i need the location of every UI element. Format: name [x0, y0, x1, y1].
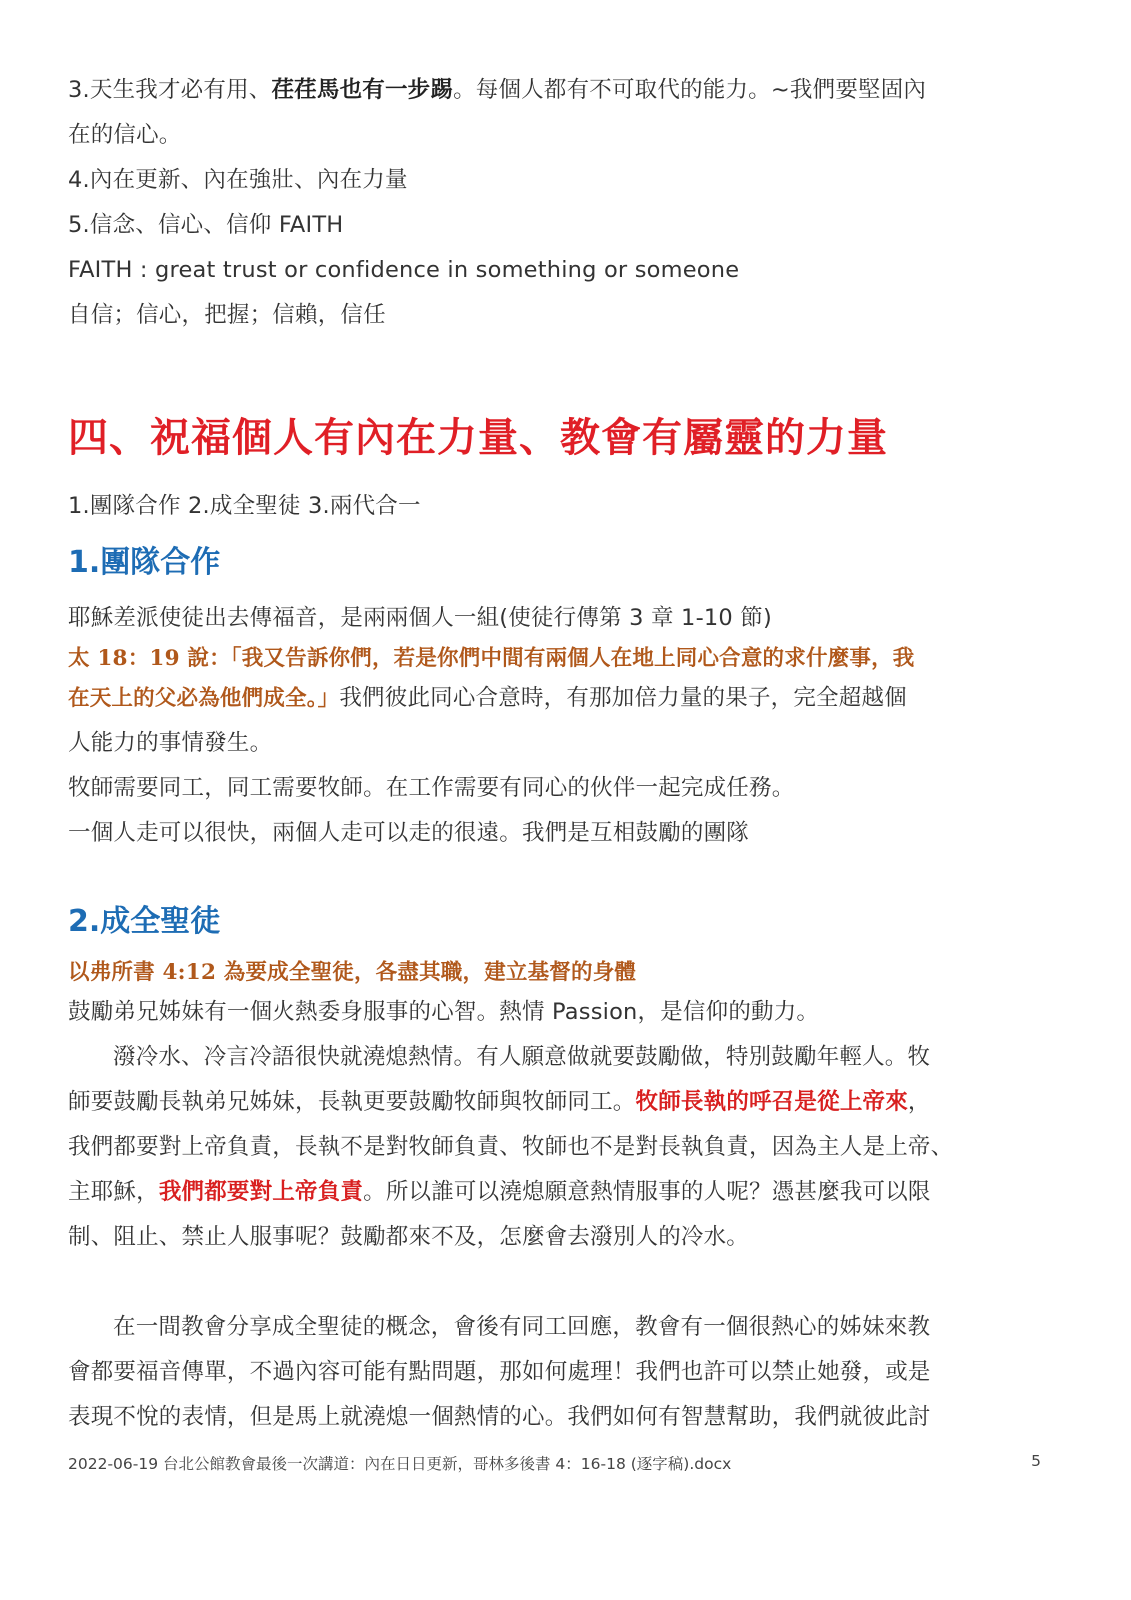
teamwork-paragraph-3: 牧師需要同工，同工需要牧師。在工作需要有同心的伙伴一起完成任務。	[68, 775, 795, 801]
teamwork-heading: 1.團隊合作	[68, 545, 221, 580]
saints-paragraph-1: 鼓勵弟兄姊妹有一個火熱委身服事的心智。熱情 Passion，是信仰的動力。	[68, 999, 820, 1025]
proverb-bold: 荏荏馬也有一步踢	[271, 77, 454, 103]
intro-line-4: 4.內在更新、內在強壯、內在力量	[68, 167, 408, 193]
section-4-title: 四、祝福個人有內在力量、教會有屬靈的力量	[68, 415, 888, 461]
faith-definition: FAITH : great trust or confidence in something or someone	[68, 257, 740, 283]
saints-heading: 2.成全聖徒	[68, 904, 221, 939]
matthew-verse-line-1: 太 18：19 說：「我又告訴你們，若是你們中間有兩個人在地上同心合意的求什麼事，我	[68, 646, 915, 671]
saints-paragraph-3-line-3: 表現不悅的表情，但是馬上就澆熄一個熱情的心。我們如何有智慧幫助，我們就彼此討	[68, 1404, 931, 1430]
intro-line-3-cont: 在的信心。	[68, 122, 182, 148]
teamwork-paragraph-4: 一個人走可以很快，兩個人走可以走的很遠。我們是互相鼓勵的團隊	[68, 820, 750, 846]
ephesians-verse: 以弗所書 4:12 為要成全聖徒，各盡其職，建立基督的身體	[68, 960, 637, 985]
intro-line-3: 3.天生我才必有用、荏荏馬也有一步踢。每個人都有不可取代的能力。~我們要堅固內	[68, 77, 927, 103]
saints-paragraph-2-line-5: 制、阻止、禁止人服事呢？鼓勵都來不及，怎麼會去潑別人的冷水。	[68, 1224, 750, 1250]
saints-paragraph-2-line-3: 我們都要對上帝負責，長執不是對牧師負責、牧師也不是對長執負責，因為主人是上帝、	[68, 1134, 954, 1160]
faith-translation: 自信；信心，把握；信賴，信任	[68, 302, 386, 328]
saints-paragraph-2-line-1: 潑冷水、冷言冷語很快就澆熄熱情。有人願意做就要鼓勵做，特別鼓勵年輕人。牧	[113, 1044, 931, 1070]
footer-filename: 2022-06-19 台北公館教會最後一次講道：內在日日更新，哥林多後書 4：16-18 (逐字稿).docx	[68, 1455, 732, 1473]
saints-paragraph-2-line-4: 主耶穌，我們都要對上帝負責。所以誰可以澆熄願意熱情服事的人呢？憑甚麼我可以限	[68, 1179, 931, 1205]
section-4-subtopics: 1.團隊合作 2.成全聖徒 3.兩代合一	[68, 493, 421, 519]
matthew-verse-line-2: 在天上的父必為他們成全。」我們彼此同心合意時，有那加倍力量的果子，完全超越個	[68, 685, 907, 711]
teamwork-paragraph-2-cont: 人能力的事情發生。	[68, 730, 273, 756]
saints-paragraph-3-line-2: 會都要福音傳單，不過內容可能有點問題，那如何處理！我們也許可以禁止她發，或是	[68, 1359, 931, 1385]
saints-paragraph-3-line-1: 在一間教會分享成全聖徒的概念，會後有同工回應，教會有一個很熱心的姊妹來教	[113, 1314, 931, 1340]
intro-line-5: 5.信念、信心、信仰 FAITH	[68, 212, 344, 238]
teamwork-paragraph-1: 耶穌差派使徒出去傳福音，是兩兩個人一組(使徒行傳第 3 章 1-10 節)	[68, 605, 772, 631]
saints-paragraph-2-line-2: 師要鼓勵長執弟兄姊妹，長執更要鼓勵牧師與牧師同工。牧師長執的呼召是從上帝來，	[68, 1089, 931, 1115]
emphasis-responsible: 我們都要對上帝負責	[158, 1179, 364, 1205]
emphasis-calling: 牧師長執的呼召是從上帝來	[635, 1089, 908, 1115]
page-number: 5	[1031, 1452, 1041, 1470]
